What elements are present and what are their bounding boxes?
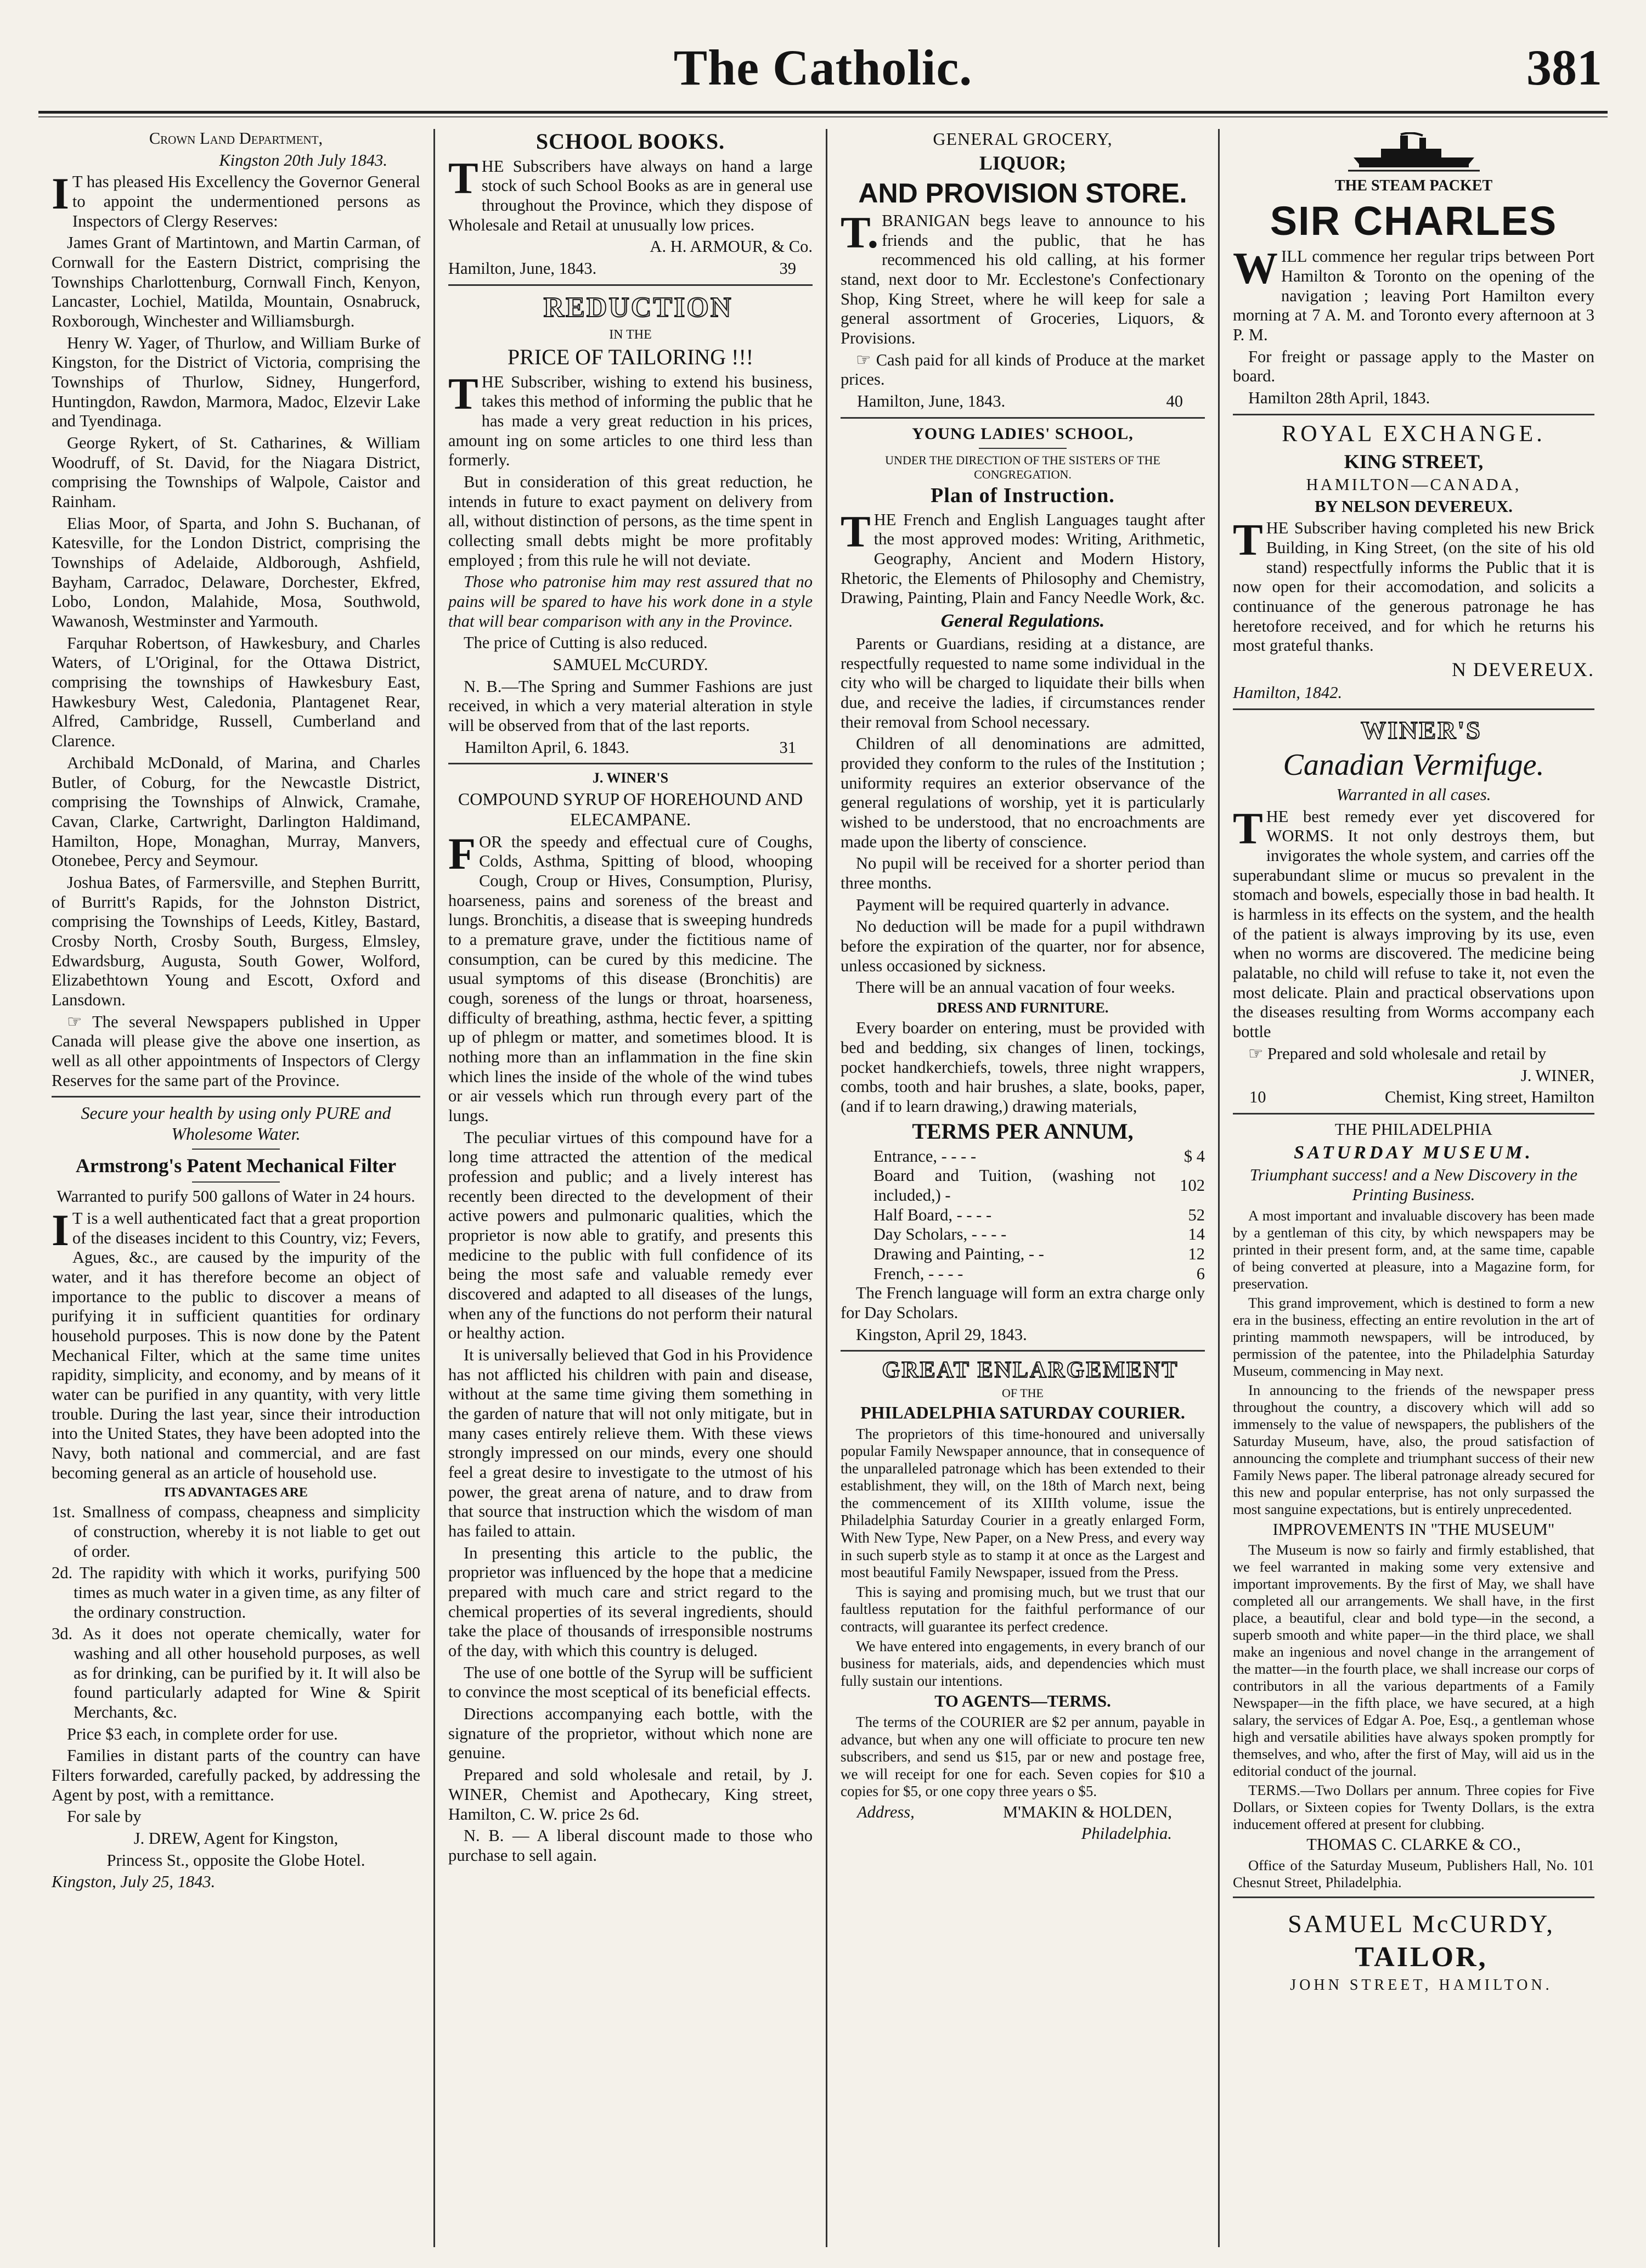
column-1 [38,129,433,2247]
vermifuge-sub: Warranted in all cases. [1336,785,1491,804]
fee-row [841,1206,1205,1225]
filter-advantage: 2d. The rapidity with which it works, purifying 500 times as much water in a given time, as any filter of the ordinary construction. [52,1563,420,1622]
fee-label: Day Scholars, - - - - [873,1225,1007,1244]
fee-value: 14 [1188,1225,1205,1244]
fee-row [841,1147,1205,1167]
separator [841,417,1205,419]
fee-label: Entrance, - - - - [873,1146,977,1166]
courier-address-label: Address, [857,1802,915,1821]
fee-value: $ 4 [1183,1146,1205,1166]
syrup-body: The use of one bottle of the Syrup will be sufficient to convince the most sceptical of its beneficial effects. [448,1663,813,1702]
grocery-num: 40 [1166,392,1183,411]
steam-date: Hamilton 28th April, 1843. [1248,389,1430,408]
courier-city: Philadelphia. [1081,1824,1172,1843]
exchange-sig: N DEVEREUX. [1452,658,1594,680]
separator [192,1149,280,1150]
tailoring-date-line [448,738,813,758]
royal-exchange-ad [1233,421,1594,703]
museum-terms: TERMS.—Two Dollars per annum. Three copies for Five Dollars, or Sixteen copies for Twenty Dollars, is the extra inducement offered at present for clubbing. [1233,1782,1594,1833]
page-number: 381 [1526,40,1602,95]
columns [38,129,1608,2247]
museum-body: This grand improvement, which is destined to form a new era in the business, effecting an entire revolution in the art of printing mammoth newspapers, will be introduced, by permission of the patentee, into the Philadelphia Saturday Museum, commencing in May next. [1233,1294,1594,1379]
grocery-cash-text: Cash paid for all kinds of Produce at the market prices. [841,350,1205,389]
courier-title: GREAT ENLARGEMENT [882,1358,1179,1383]
masthead [38,16,1608,121]
vermifuge-chemist: Chemist, King street, Hamilton [1384,1088,1594,1107]
ladies-title: YOUNG LADIES' SCHOOL, [912,424,1134,443]
museum-body: A most important and invaluable discovery has been made by a gentleman of this city, by which newspapers may be printed in their present form, and, at the same time, capable of being converted at pleasure, into a Magazine form, for preservation. [1233,1207,1594,1292]
crown-dept: Crown Land Department, [149,129,323,148]
school-books-date-line [448,259,813,279]
pointing-hand-icon: ☞ [856,350,871,370]
ladies-reg: No pupil will be received for a shorter period than three months. [841,854,1205,892]
museum-sub: Triumphant success! and a New Discovery in the Printing Business. [1249,1166,1578,1204]
vermifuge-prep-text: Prepared and sold wholesale and retail by [1267,1044,1547,1063]
syrup-ad [448,770,813,1865]
tailor-card-address: JOHN STREET, HAMILTON. [1290,1976,1553,1994]
crown-intro: IT has pleased His Excellency the Governor General to appoint the undermentioned persons as Inspectors of Clergy Reserves: [52,168,420,230]
masthead-rule [38,111,1608,114]
tailoring-subtitle: PRICE OF TAILORING !!! [507,344,754,369]
filter-subtitle: Warranted to purify 500 gallons of Water in 24 hours. [57,1187,415,1206]
vermifuge-prep [1233,1044,1594,1064]
ladies-date: Kingston, April 29, 1843. [856,1325,1027,1344]
filter-date: Kingston, July 25, 1843. [52,1872,216,1892]
ladies-reg-title: General Regulations. [940,611,1105,632]
separator [1233,1113,1594,1115]
vermifuge-body: THE best remedy ever yet discovered for WORMS. It not only destroys them, but invigorates the whole system, and carries off the superabundant slime or mucus so prevalent in the stomach and bowels, especially those in bad health. It is harmless in its effects on the system, and the health of the patient is always improving by its use, even when no worms are discovered. The medicine being palatable, no child will refuse to take it, not even the most delicate. Plain and practical observations upon the diseases resulting from Worms accompany each bottle [1233,803,1594,1042]
grocery-line1: GENERAL GROCERY, [933,129,1113,149]
syrup-body: In presenting this article to the public, the proprietor was influenced by the hope that a medicine prepared with much care and strict regard to the chemical properties of its several ingredients, should take the place of thousands of irresponsible nostrums of the day, with which this country is deluged. [448,1543,813,1661]
syrup-body: FOR the speedy and effectual cure of Coughs, Colds, Asthma, Spitting of blood, whooping Cough, Croup or Hives, Consumption, Plurisy, hoarseness, pains and soreness of the breast and lungs. Bronchitis, a disease that is sweeping hundreds to a premature grave, under the fictitious name of consumption, can be cured by this medicine. The usual symptoms of this disease (Bronchitis) are cough, soreness of the lungs or throat, hoarseness, difficulty of breathing, asthma, hectic fever, a spitting up of phlegm or matter, and sometimes blood. It is nothing more than an inflammation in the fine skin which lines the inside of the whole of the wind tubes or air vessels which run through every part of the lungs. [448,828,813,1125]
crown-para: Archibald McDonald, of Marina, and Charles Butler, of Coburg, for the Newcastle District, comprising the Townships of Alnwick, Cramahe, Cavan, Clarke, Cartwright, Darlington Haldimand, Hamilton, Hope, Monaghan, Murray, Manvers, Otonebee, Percy and Seymour. [52,753,420,870]
ladies-reg: Children of all denominations are admitted, provided they conform to the rules of the Institution ; uniformity requires an exterior observance of the general regulations of worship, yet it is particularly wished to be understood, that no encroachments are made upon the liberty of conscience. [841,734,1205,851]
masthead-rule-thin [38,116,1608,117]
school-books-ad [448,129,813,279]
school-books-sig: A. H. ARMOUR, & Co. [650,237,813,256]
courier-publisher: M'MAKIN & HOLDEN, [1003,1802,1172,1821]
steamboat-icon [1348,132,1480,175]
ladies-reg: There will be an annual vacation of four weeks. [856,978,1175,997]
syrup-title: COMPOUND SYRUP OF HOREHOUND AND ELECAMPANE. [458,789,803,830]
courier-agents-head: TO AGENTS—TERMS. [934,1692,1111,1711]
page-title: The Catholic. [673,40,973,95]
separator [1233,1896,1594,1898]
museum-title: SATURDAY MUSEUM. [1294,1142,1534,1163]
fee-row [841,1264,1205,1284]
ladies-french-note: The French language will form an extra charge only for Day Scholars. [841,1284,1205,1322]
grocery-line2: LIQUOR; [979,152,1066,175]
courier-body: This is saying and promising much, but we trust that our faultless reputation for the faithful performance of our contracts, will guarantee its perfect credence. [841,1583,1205,1635]
fee-label: French, - - - - [873,1264,963,1283]
crown-date: Kingston 20th July 1843. [219,150,387,170]
fee-row [841,1245,1205,1264]
ladies-dress: Every boarder on entering, must be provided with bed and bedding, six changes of linen, tockings, pocket handkerchiefs, towels, three night wrappers, combs, tooth and hair brushes, a slate, books, paper, (and if to learn drawing,) drawing materials, [841,1018,1205,1116]
filter-adv-head: ITS ADVANTAGES ARE [164,1485,308,1500]
vermifuge-ad [1233,716,1594,1107]
crown-notice [52,1012,420,1091]
tailoring-num: 31 [779,738,796,757]
museum-body: In announcing to the friends of the newspaper press throughout the country, a discovery which will add so immensely to the value of newspapers, the publishers of the Saturday Museum, have, also, the proud satisfaction of announcing the complete and triumphant success of their new Family News paper. The liberal patronage already secured for this new and popular enterprise, has not only surpassed the most sanguine expectations, but is entirely unprecedented. [1233,1381,1594,1517]
syrup-brand: J. WINER'S [592,770,669,786]
school-books-body: THE Subscribers have always on hand a large stock of such School Books as are in general use throughout the Province, which they dispose of Wholesale and Retail at unusually low prices. [448,153,813,234]
column-4 [1218,129,1608,2247]
filter-tagline: Secure your health by using only PURE and Wholesome Water. [81,1103,391,1144]
tailoring-sig: SAMUEL McCURDY. [553,655,708,674]
vermifuge-brand: WINER'S [1361,716,1482,744]
crown-land-notice [52,129,420,1090]
grocery-date-line [841,392,1205,412]
school-books-date: Hamilton, June, 1843. [448,259,597,278]
filter-body: IT is a well authenticated fact that a great proportion of the diseases incident to this Country, viz; Fevers, Agues, &c., are caused by the impurity of the water, and it has therefore become an object of importance to the public to discover a means of purifying it in sufficient quantities for ordinary household purposes. This is now done by the Patent Mechanical Filter, which at the same time unites rapidity, simplicity, and economy, and by means of it water can be purified in any quantity, with very little trouble. During the last year, since their introduction into the United States, they have been adopted into the Navy, both national and commercial, and are fast becoming general as an article of household use. [52,1205,420,1482]
filter-advantage: 3d. As it does not operate chemically, water for washing and all other household purposes, as well as for drinking, can be purified by it. It will also be found particularly adapted for Wine & Spirit Merchants, &c. [52,1624,420,1722]
courier-body: We have entered into engagements, in every branch of our business for materials, aids, and dependencies which must fully sustain our intentions. [841,1637,1205,1689]
ladies-terms-title: TERMS PER ANNUM, [912,1118,1134,1144]
ladies-sub: UNDER THE DIRECTION OF THE SISTERS OF THE CONGREGATION. [885,453,1160,481]
ladies-dress-title: DRESS AND FURNITURE. [937,1000,1109,1016]
exchange-by: BY NELSON DEVEREUX. [1315,497,1513,516]
tailoring-title: REDUCTION [543,291,733,323]
vermifuge-sig: J. WINER, [1520,1066,1594,1085]
crown-para: Joshua Bates, of Farmersville, and Stephen Burritt, of Burritt's Rapids, for the Johnston District, comprising the Townships of Leeds, Kitley, Bastard, Crosby North, Crosby South, Burgess, Elmsley, Edwardsburg, Augusta, South Gower, Wolford, Elizabethtown Young and Escott, Oxford and Lansdown. [52,873,420,1009]
steam-name: SIR CHARLES [1270,198,1558,244]
school-books-title: SCHOOL BOOKS. [535,129,725,154]
museum-ad [1233,1120,1594,1891]
tailoring-in-the: IN THE [609,327,652,342]
syrup-body: It is universally believed that God in his Providence has not afflicted his children with pain and disease, without at the same time giving them something in the garden of nature that will not only mitigate, but in many cases entirely relieve them. With these views strongly impressed on our minds, every one should feel a great desire to investigate to the utmost of his power, the great arena of nature, and to draw from that source that instruction which the wisdom of man has failed to attain. [448,1346,813,1541]
filter-address: Princess St., opposite the Globe Hotel. [106,1850,365,1870]
tailor-card [1233,1909,1594,1994]
museum-body: The Museum is now so fairly and firmly established, that we feel warranted in making some very extensive and important improvements. By the first of May, we shall have completed all our arrangements. We shall have, in the first place, a beautiful, clear and bold type—in the second, a superb smooth and white paper—in the third place, we shall make an ingenious and novel change in the arrangement of the matter—in the fourth place, we shall increase our corps of contributors in all the various departments of a Family Newspaper—in the fifth place, we have secured, at a high salary, the services of Edgar A. Poe, Esq., a gentleman whose high and versatile abilities have always spoken promptly for themselves, and who, after the first of May, will aid us in the editorial conduct of the journal. [1233,1541,1594,1780]
ladies-plan: THE French and English Languages taught after the most approved modes: Writing, Arithmetic, Geography, Ancient and Modern History, Rhetoric, the Elements of Philosophy and Chemistry, Drawing, Painting, Plain and Fancy Needle Work, &c. [841,506,1205,607]
crown-para: Elias Moor, of Sparta, and John S. Buchanan, of Katesville, for the London District, comprising the Townships of Adelaide, Aldborough, Ashfield, Bayham, Carradoc, Delaware, Dorchester, Ekfred, Lobo, London, Malahide, Mosa, Southwold, Wawanosh, Westminster and Yarmouth. [52,514,420,631]
separator [841,1350,1205,1352]
separator [192,1181,280,1183]
crown-para: George Rykert, of St. Catharines, & William Woodruff, of St. David, for the Niagara District, comprising the Townships of Walpole, Caistor and Rainham. [52,434,420,511]
museum-impr-head: IMPROVEMENTS IN "THE MUSEUM" [1272,1519,1555,1539]
separator [979,448,1067,449]
vermifuge-num: 10 [1249,1088,1266,1107]
fee-row [841,1225,1205,1245]
steam-kicker: THE STEAM PACKET [1334,177,1493,194]
syrup-body: Directions accompanying each bottle, with the signature of the proprietor, without which none are genuine. [448,1704,813,1763]
grocery-cash [841,351,1205,390]
ladies-reg: Payment will be required quarterly in advance. [856,895,1170,914]
courier-agents: The terms of the COURIER are $2 per annum, payable in advance, but when any one will officiate to procure ten new subscribers, and send us $15, par or new and postage free, we will receipt for one for each. Seven copies for $10 a copies for $5, or one copy three years o $5. [841,1713,1205,1800]
fee-value: 12 [1188,1244,1205,1263]
fee-label: Drawing and Painting, - - [873,1244,1044,1263]
courier-subtitle: PHILADELPHIA SATURDAY COURIER. [860,1403,1185,1423]
fee-value: 6 [1196,1264,1205,1283]
crown-notice-text: The several Newspapers published in Upper Canada will please give the above one insertion, as well as all other appointments of Inspectors of Clergy Reserves for the same part of the Province. [52,1012,421,1090]
steam-packet-ad [1233,132,1594,408]
column-2 [433,129,826,2247]
tailoring-nb: N. B.—The Spring and Summer Fashions are just received, in which a very material alteration in style will be observed from that of the last reports. [448,677,813,735]
fee-value: 52 [1188,1205,1205,1224]
separator [448,284,813,286]
filter-sale: For sale by [67,1807,142,1826]
grocery-line3: AND PROVISION STORE. [858,177,1187,209]
syrup-body: Prepared and sold wholesale and retail, by J. WINER, Chemist and Apothecary, King street, Hamilton, C. W. price 2s 6d. [448,1765,813,1824]
tailoring-date: Hamilton April, 6. 1843. [465,738,629,757]
grocery-ad [841,129,1205,412]
crown-para: James Grant of Martintown, and Martin Carman, of Cornwall for the Eastern District, comprising the Townships Charlottenburg, Cornwall Finch, Kenyon, Lancaster, Lochiel, Matilda, Mountain, Osnabruck, Roxborough, Winchester and Williamsburgh. [52,233,420,331]
courier-ad [841,1357,1205,1844]
separator [448,763,813,764]
separator [52,1096,420,1098]
exchange-body: THE Subscriber having completed his new Brick Building, in King Street, (on the site of his old stand) respectfully informs the Public that it is now open for their accomodation, and solicits a continuance of the generous patronage he has heretofore received, and for which he returns his most grateful thanks. [1233,515,1594,655]
separator [1233,708,1594,710]
fee-label: Board and Tuition, (washing not included,) - [873,1166,1155,1205]
syrup-nb: N. B. — A liberal discount made to those who purchase to sell again. [448,1826,813,1865]
steam-body: WILL commence her regular trips between Port Hamilton & Toronto on the opening of the navigation ; leaving Port Hamilton every morning at 7 A. M. and Toronto every afternoon at 3 P. M. [1233,243,1594,345]
courier-of-the: OF THE [1002,1386,1044,1400]
school-books-num: 39 [779,259,796,278]
museum-sig: THOMAS C. CLARKE & CO., [1306,1835,1521,1854]
separator [1233,414,1594,415]
vermifuge-chemist-line [1233,1088,1594,1107]
exchange-date: Hamilton, 1842. [1233,683,1343,702]
crown-para: Henry W. Yager, of Thurlow, and William Burke of Kingston, for the District of Victoria, comprising the Townships of Thurlow, Sidney, Hungerford, Huntingdon, Rawdon, Marmora, Madoc, Elzevir Lake and Tyendinaga. [52,333,420,431]
fee-value: 102 [1180,1176,1205,1195]
filter-ad [52,1103,420,1892]
exchange-title: ROYAL EXCHANGE. [1282,421,1546,447]
column-3 [826,129,1218,2247]
tailoring-body: But in consideration of this great reduction, he intends in future to exact payment on delivery from all, without distinction of persons, as the time spent in collecting small debts might be more profitably employed ; from this rule he will not deviate. [448,472,813,570]
crown-para: Farquhar Robertson, of Hawkesbury, and Charles Waters, of L'Original, for the Ottawa District, comprising the townships of Hawkesbury East, Hawkesbury West, Caledonia, Plantagenet Rear, Alfred, Cambridge, Russell, Cumberland and Clarence. [52,633,420,751]
exchange-city: HAMILTON—CANADA, [1306,475,1521,494]
steam-freight: For freight or passage apply to the Master on board. [1233,347,1594,386]
fee-label: Half Board, - - - - [873,1205,992,1224]
ladies-plan-title: Plan of Instruction. [931,484,1115,508]
filter-agent: J. DREW, Agent for Kingston, [133,1829,339,1848]
ladies-school-ad [841,424,1205,1345]
tailoring-body: Those who patronise him may rest assured that no pains will be spared to have his work done in a style that will bear comparison with any in the Province. [448,572,813,631]
pointing-hand-icon: ☞ [1248,1044,1264,1063]
fee-table [841,1147,1205,1284]
filter-advantage: 1st. Smallness of compass, cheapness and simplicity of construction, whereby it is not liable to get out of order. [52,1502,420,1561]
courier-address-line [841,1803,1205,1822]
tailoring-ad [448,291,813,757]
grocery-body: T.BRANIGAN begs leave to announce to his friends and the public, that he has recommenced his old calling, at his former stand, next door to Mr. Ecclestone's Confectionary Shop, King Street, where he will keep for sale a general assortment of Groceries, Liquors, & Provisions. [841,207,1205,348]
filter-title: Armstrong's Patent Mechanical Filter [75,1155,397,1177]
museum-office: Office of the Saturday Museum, Publishers Hall, No. 101 Chesnut Street, Philadelphia. [1233,1856,1594,1890]
ladies-reg: Parents or Guardians, residing at a distance, are respectfully requested to name some individual in the city who will be charged to liquidate their bills when due, and receive the ladies, if circumstances render their removal from School necessary. [841,634,1205,731]
courier-body: The proprietors of this time-honoured and universally popular Family Newspaper announce, that in consequence of the unparalleled patronage which has been extended to their establishment, they will, on the 18th of March next, being the commencement of its XIIIth volume, issue the Philadelphia Saturday Courier in a greatly enlarged Form, With New Type, New Paper, on a New Press, and every way in such superb style as to stamp it at once as the Largest and most beautiful Family Newspaper, issued from the Press. [841,1425,1205,1581]
tailor-card-name: SAMUEL McCURDY, [1288,1909,1555,1938]
pointing-hand-icon: ☞ [67,1012,82,1032]
fee-row [841,1166,1205,1205]
exchange-street: KING STREET, [1344,450,1484,472]
tailoring-body: The price of Cutting is also reduced. [464,633,708,652]
filter-families: Families in distant parts of the country can have Filters forwarded, carefully packed, by addressing the Agent by post, with a remittance. [52,1746,420,1804]
filter-price: Price $3 each, in complete order for use. [67,1724,338,1743]
vermifuge-title: Canadian Vermifuge. [1283,747,1544,782]
syrup-body: The peculiar virtues of this compound have for a long time attracted the attention of the medical profession and public; and a lively interest has recently been directed to the development of their active powers and pulmonaric qualities, which the proprietor is now able to gratify, and presents this medicine to the public with full confidence of its being the most safe and valuable remedy ever discovered and adapted to all diseases of the lungs, when any of the functions do not perform their natural or healthy action. [448,1128,813,1343]
grocery-date: Hamilton, June, 1843. [857,392,1006,411]
tailor-card-trade: TAILOR, [1355,1941,1488,1973]
museum-kicker: THE PHILADELPHIA [1334,1119,1493,1139]
ladies-reg: No deduction will be made for a pupil withdrawn before the expiration of the quarter, nor for absence, unless occasioned by sickness. [841,917,1205,975]
tailoring-body: THE Subscriber, wishing to extend his business, takes this method of informing the public that he has made a very great reduction in his prices, amount ing on some articles to one third less than formerly. [448,368,813,470]
